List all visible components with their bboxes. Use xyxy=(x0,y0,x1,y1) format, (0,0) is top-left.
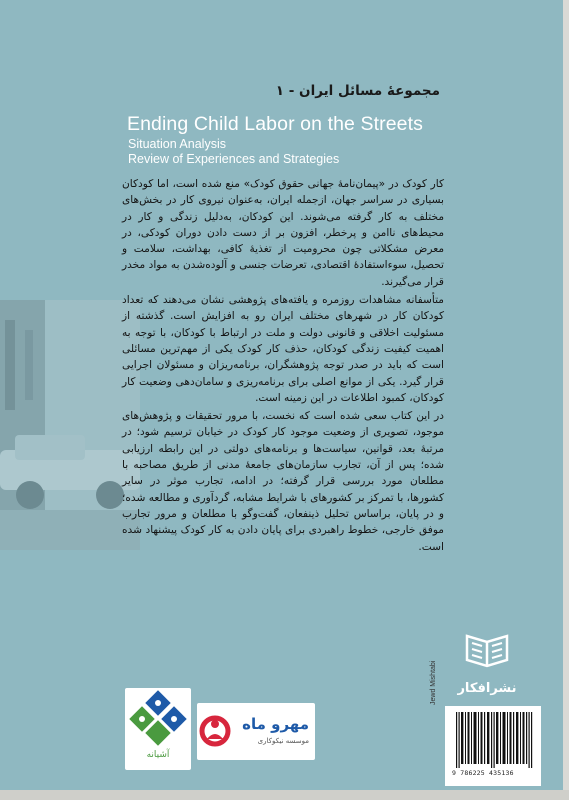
paragraph-intro: کار کودک در «پیمان‌نامهٔ جهانی حقوق کودک» منع شده است، اما کودکان بسیاری در سراسر جهان، ازجمله ایران، به‌عنوان نیروی کار در بخش‌های مختلف به کار گرفته می‌شوند. این کودکان، به‌دلیل زندگی و کار در محیط‌های ناامن و پرخطر، افزون بر از دست دادن دوران کودکی، در معرض مشکلاتی چون محرومیت از تغذیهٔ کافی، بهداشت، سلامت و تحصیل، سوءاستفادهٔ اقتصادی، تعرضات جنسی و آلوده‌شدن به مواد مخدر قرار می‌گیرند. xyxy=(122,178,444,288)
paragraph-problem: متأسفانه مشاهدات روزمره و یافته‌های پژوهشی نشان می‌دهند که تعداد کودکان کار در شهرهای مختلف ایران رو به افزایش است. گذشته از مسئولیت اخلاقی و قانونی دولت و ملت در ارتباط با کودکان، با توجه به اهمیت کیفیت زندگی کودکان، حذف کار کودک یکی از مهم‌ترین مسائلی است که باید در صدر توجه پژوهشگران، برنامه‌ریزان و مسئولان اجرایی قرار گیرد. یکی از موانع اصلی برای برنامه‌ریزی و سامان‌دهی وضعیت کار کودکان، کمبود اطلاعات در این زمینه است. xyxy=(122,294,444,404)
description-text xyxy=(122,176,444,555)
logo-2-name: مهرو ماه xyxy=(242,715,309,733)
barcode-number: 9 786225 435136 xyxy=(452,769,514,777)
series-title: مجموعهٔ مسائل ایران - ۱ xyxy=(275,83,440,99)
page-edge-bottom xyxy=(0,790,569,800)
barcode-icon xyxy=(454,712,534,768)
publisher-book-icon xyxy=(463,628,511,668)
sponsor-logo-2 xyxy=(197,703,315,760)
publisher-name: نشرافکار xyxy=(457,681,517,696)
english-subtitle-review: Review of Experiences and Strategies xyxy=(128,152,340,166)
english-title: Ending Child Labor on the Streets xyxy=(127,113,423,135)
sponsor-logo-1 xyxy=(125,688,191,770)
vertical-imprint-text: Jewd Mishtabi xyxy=(430,660,437,705)
paragraph-book-summary: در این کتاب سعی شده است که نخست، با مرور تحقیقات و پژوهش‌های موجود، تصویری از وضعیت موجود کار کودک در خیابان ترسیم شود؛ در مرتبهٔ بعد، قوانین، سیاست‌ها و برنامه‌های دولتی در این رابطه ارزیابی شده؛ پس از آن، تجارب سازمان‌های جامعهٔ مدنی از طریق مصاحبه با مطلعان مورد بررسی قرار گرفته؛ در ادامه، تجارب موثر در سایر کشورها، با تمرکز بر کشورهای با شرایط مشابه، گردآوری و مطالعه شده؛ و در پایان، براساس تحلیل ذینفعان، گفت‌وگو با مطلعان و مرور تجارب موفق خارجی، خطوط راهبردی برای پایان دادن به کار کودک پیشنهاد شده است. xyxy=(122,410,444,553)
street-photo-background xyxy=(0,300,140,550)
english-subtitle-situation: Situation Analysis xyxy=(128,137,226,151)
logo-1-caption: آشیانه xyxy=(146,750,170,760)
logo-2-caption: موسسه نیکوکاری xyxy=(257,737,309,745)
page-edge-right xyxy=(563,0,569,800)
